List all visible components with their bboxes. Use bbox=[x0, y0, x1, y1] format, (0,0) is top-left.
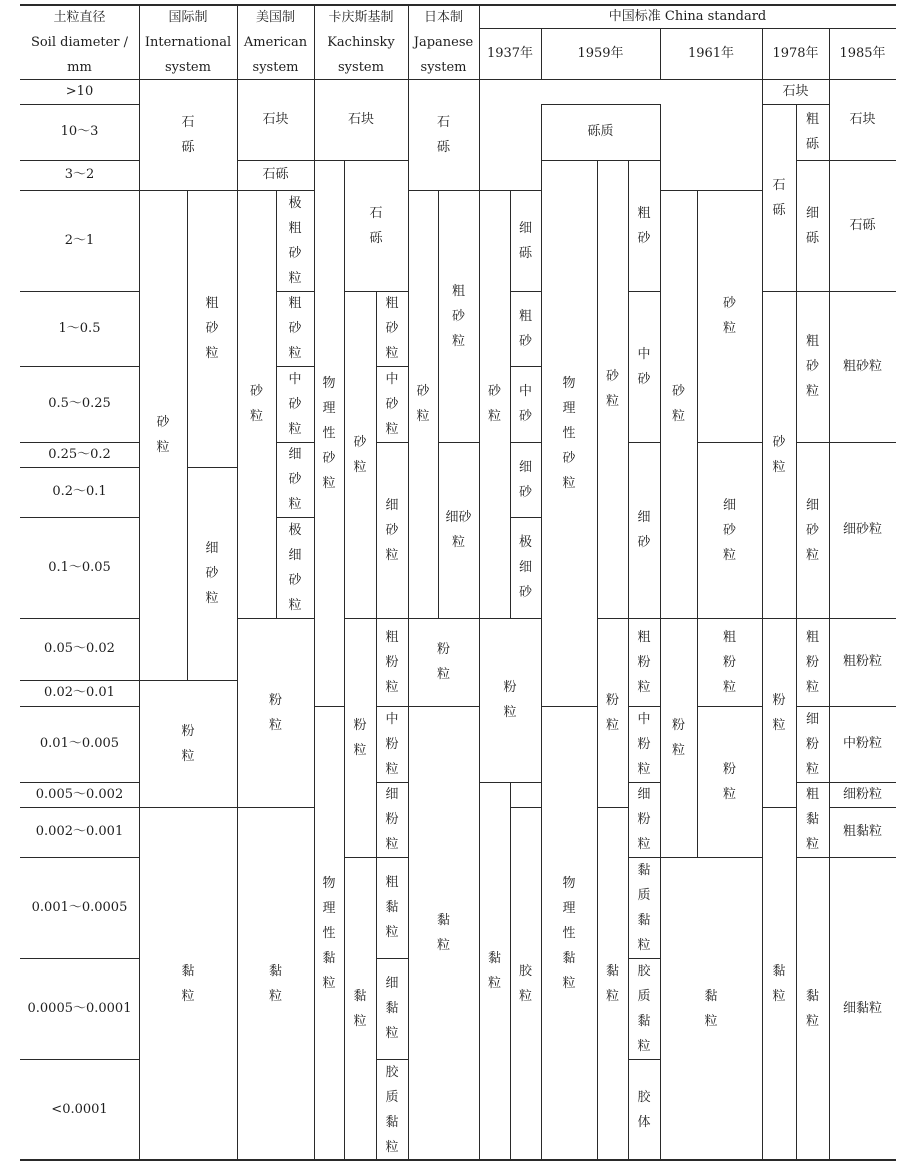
diameter-cell: 0.01～0.005 bbox=[39, 736, 120, 752]
diameter-cell: >10 bbox=[65, 83, 94, 99]
intl-clay: 黏 粒 bbox=[181, 963, 195, 1004]
diameter-cell: <0.0001 bbox=[51, 1101, 108, 1117]
c1978-coarse-clay: 粗 黏 粒 bbox=[805, 787, 819, 852]
header-china-1961: 1961年 bbox=[687, 46, 735, 61]
c1937-sand: 砂 粒 bbox=[487, 384, 501, 424]
c1985-stone: 石块 bbox=[849, 111, 876, 127]
c1985-coarse-sand: 粗砂粒 bbox=[842, 358, 882, 374]
intl-sand: 砂 粒 bbox=[156, 415, 170, 455]
c1937-silt: 粉 粒 bbox=[503, 680, 517, 720]
diameter-cell: 0.1～0.05 bbox=[48, 559, 111, 575]
c1978-coarse-sand: 粗 砂 粒 bbox=[805, 334, 819, 399]
jp-fine-sand: 细砂 粒 bbox=[445, 510, 472, 550]
intl-coarse-sand: 粗 砂 粒 bbox=[205, 296, 219, 361]
diameter-cell: 0.5～0.25 bbox=[48, 396, 111, 412]
c1959-sand: 砂 粒 bbox=[605, 369, 619, 409]
diameter-cell: 0.02～0.01 bbox=[44, 685, 115, 701]
header-china-1978: 1978年 bbox=[772, 46, 819, 61]
c1985-fine-sand: 细砂粒 bbox=[842, 522, 882, 538]
c1978-clay: 黏 粒 bbox=[772, 963, 786, 1004]
c1937-very-fine-sand: 极 细 砂 bbox=[518, 535, 532, 600]
c1937-medium-sand: 中 砂 bbox=[518, 384, 532, 424]
diameter-cell: 10～3 bbox=[60, 124, 99, 140]
c1937-clay: 黏 粒 bbox=[487, 951, 501, 991]
jp-coarse-sand: 粗 砂 粒 bbox=[451, 283, 465, 349]
diameter-cell: 0.2～0.1 bbox=[52, 484, 107, 500]
us-coarse-sand: 粗 砂 粒 bbox=[288, 296, 302, 361]
rule-line bbox=[541, 79, 660, 80]
header-international: 国际制 International system bbox=[144, 9, 232, 75]
c1985-fine-silt: 细粉粒 bbox=[842, 786, 882, 802]
c1937-coarse-sand: 粗 砂 bbox=[518, 308, 532, 349]
c1961-coarse-silt: 粗 粉 粒 bbox=[722, 629, 736, 695]
c1978-coarse-silt: 粗 粉 粒 bbox=[805, 629, 819, 695]
diameter-cell: 0.05～0.02 bbox=[44, 641, 115, 657]
us-fine-sand: 细 砂 粒 bbox=[288, 447, 302, 512]
header-american: 美国制 American system bbox=[243, 9, 308, 75]
c1978-fine-sand: 细 砂 粒 bbox=[805, 497, 819, 563]
ka-stone: 石块 bbox=[347, 111, 374, 127]
diameter-cell: 1～0.5 bbox=[58, 320, 101, 336]
c1978-fine-silt: 细 粉 粒 bbox=[805, 711, 819, 777]
ka-sand: 砂 粒 bbox=[353, 434, 367, 475]
ka-silt: 粉 粒 bbox=[353, 717, 367, 758]
rule-line bbox=[479, 79, 480, 190]
ka-coarse-silt: 粗 粉 粒 bbox=[385, 629, 399, 695]
c1961-silt-grain: 粉 粒 bbox=[722, 761, 736, 802]
c1937-fine-gravel: 细 砾 bbox=[518, 220, 532, 261]
us-sand: 砂 粒 bbox=[249, 384, 263, 424]
diameter-cell: 0.25～0.2 bbox=[48, 446, 111, 462]
ka-clay: 黏 粒 bbox=[353, 988, 367, 1029]
intl-gravel: 石 砾 bbox=[181, 114, 195, 155]
us-very-coarse-sand: 极 粗 砂 粒 bbox=[288, 195, 302, 286]
c1985-coarse-silt: 粗粉粒 bbox=[842, 654, 882, 670]
c1978-stone: 石块 bbox=[782, 83, 809, 99]
c1959-gelatinous-clay: 黏 质 黏 粒 bbox=[637, 862, 651, 953]
ka-coarse-clay: 粗 黏 粒 bbox=[385, 875, 399, 940]
ka-medium-silt: 中 粉 粒 bbox=[385, 711, 399, 777]
c1978-gravel: 石 砾 bbox=[772, 177, 786, 218]
c1959-clay: 黏 粒 bbox=[605, 963, 619, 1004]
us-clay: 黏 粒 bbox=[268, 963, 282, 1004]
jp-gravel: 石 砾 bbox=[436, 114, 450, 155]
c1985-coarse-clay: 粗黏粒 bbox=[842, 824, 882, 840]
diameter-cell: 2～1 bbox=[64, 232, 95, 248]
ka-colloid-clay: 胶 质 黏 粒 bbox=[385, 1064, 399, 1155]
us-silt: 粉 粒 bbox=[268, 692, 282, 733]
c1985-fine-clay: 细黏粒 bbox=[842, 1000, 882, 1016]
c1959-physical-clay: 物 理 性 黏 粒 bbox=[562, 875, 576, 991]
header-soil-diameter: 土粒直径 Soil diameter / mm bbox=[30, 9, 129, 75]
jp-sand: 砂 粒 bbox=[416, 384, 430, 424]
ka-fine-silt: 细 粉 粒 bbox=[385, 787, 399, 852]
c1959-fine-sand: 细 砂 bbox=[637, 510, 651, 550]
c1961-fine-sand: 细 砂 粒 bbox=[722, 497, 736, 563]
ka-fine-sand: 细 砂 粒 bbox=[385, 497, 399, 563]
c1985-medium-silt: 中粉粒 bbox=[842, 736, 882, 752]
c1959-colloid: 胶 体 bbox=[637, 1089, 651, 1130]
c1959-coarse-silt: 粗 粉 粒 bbox=[637, 629, 651, 695]
diameter-cell: 0.0005～0.0001 bbox=[27, 1000, 132, 1016]
us-stone: 石块 bbox=[262, 111, 289, 127]
header-china-1985: 1985年 bbox=[839, 46, 886, 61]
c1961-silt: 粉 粒 bbox=[671, 717, 685, 758]
us-very-fine-sand: 极 细 砂 粒 bbox=[288, 522, 302, 613]
diameter-cell: 3～2 bbox=[64, 167, 95, 183]
header-china-1937: 1937年 bbox=[486, 46, 534, 61]
diameter-cell: 0.001～0.0005 bbox=[31, 899, 128, 915]
c1959-medium-silt: 中 粉 粒 bbox=[637, 711, 651, 777]
c1959-gravel: 砾质 bbox=[587, 124, 614, 140]
header-kachinsky: 卡庆斯基制 Kachinsky system bbox=[327, 9, 395, 75]
c1961-clay: 黏 粒 bbox=[704, 988, 718, 1029]
c1959-fine-silt: 细 粉 粒 bbox=[637, 787, 651, 852]
ka-medium-sand: 中 砂 粒 bbox=[385, 371, 399, 437]
c1959-coarse-sand: 粗 砂 bbox=[637, 205, 651, 246]
rule-line bbox=[479, 79, 541, 80]
rule-line bbox=[660, 104, 661, 160]
jp-clay: 黏 粒 bbox=[436, 913, 450, 953]
c1978-fine-clay: 黏 粒 bbox=[805, 988, 819, 1029]
ka-physical-clay: 物 理 性 黏 粒 bbox=[322, 875, 336, 991]
c1937-fine-sand: 细 砂 bbox=[518, 459, 532, 500]
c1978-coarse-gravel: 粗 砾 bbox=[805, 112, 819, 152]
jp-silt: 粉 粒 bbox=[436, 642, 450, 682]
c1959-physical-sand: 物 理 性 砂 粒 bbox=[562, 375, 576, 491]
header-japanese: 日本制 Japanese system bbox=[413, 9, 474, 75]
c1985-gravel: 石砾 bbox=[849, 217, 876, 233]
intl-fine-sand: 细 砂 粒 bbox=[205, 541, 219, 606]
c1978-sand: 砂 粒 bbox=[772, 434, 786, 475]
c1959-colloid-clay: 胶 质 黏 粒 bbox=[637, 963, 651, 1054]
rule-line bbox=[660, 79, 762, 80]
ka-physical-sand: 物 理 性 砂 粒 bbox=[322, 375, 336, 491]
c1978-fine-gravel: 细 砾 bbox=[805, 205, 819, 246]
us-medium-sand: 中 砂 粒 bbox=[288, 371, 302, 437]
ka-gravel: 石 砾 bbox=[369, 205, 383, 246]
header-china-1959: 1959年 bbox=[577, 46, 624, 61]
c1961-sand-grain: 砂 粒 bbox=[722, 296, 736, 336]
ka-coarse-sand: 粗 砂 粒 bbox=[385, 296, 399, 361]
c1978-silt: 粉 粒 bbox=[772, 692, 786, 733]
c1959-medium-sand: 中 砂 bbox=[637, 346, 651, 387]
ka-fine-clay: 细 黏 粒 bbox=[385, 976, 399, 1041]
header-china-standard: 中国标准 China standard bbox=[608, 9, 767, 24]
us-gravel: 石砾 bbox=[262, 167, 289, 183]
diameter-cell: 0.005～0.002 bbox=[35, 786, 124, 802]
c1937-colloid: 胶 粒 bbox=[518, 963, 532, 1004]
intl-silt: 粉 粒 bbox=[181, 723, 195, 764]
diameter-cell: 0.002～0.001 bbox=[35, 824, 124, 840]
c1961-sand: 砂 粒 bbox=[671, 384, 685, 424]
c1959-silt: 粉 粒 bbox=[605, 692, 619, 733]
